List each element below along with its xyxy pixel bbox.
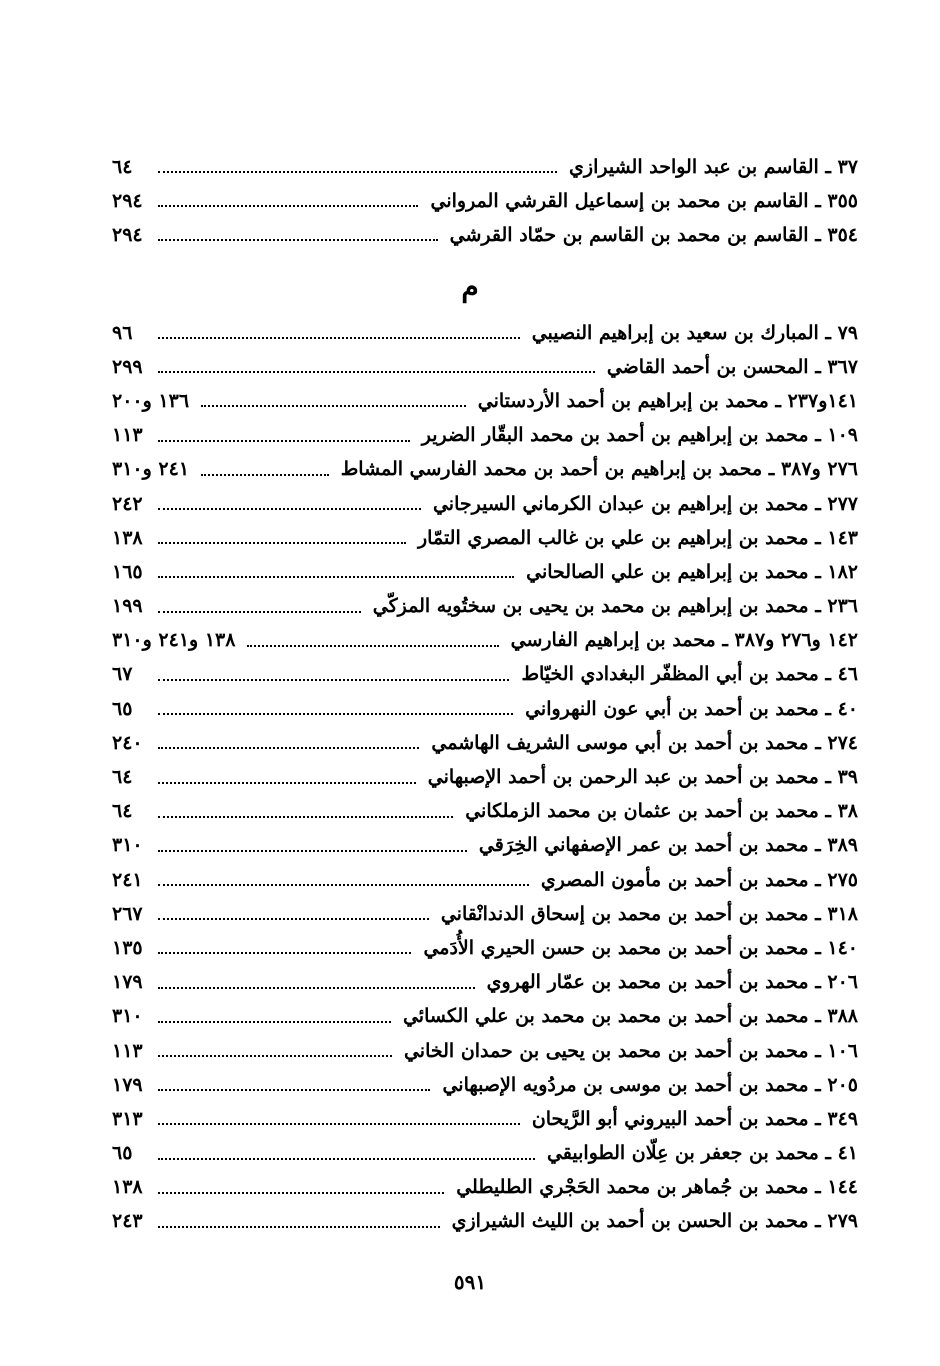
entry-pages: ٢٩٤ <box>112 223 143 246</box>
dot-leader <box>158 918 429 920</box>
entry-name: ٢٠٥ ـ محمد بن أحمد بن موسى بن مردُويه الإصبهاني <box>442 1073 858 1096</box>
entry-pages: ٦٧ <box>112 663 133 686</box>
entry-name: ٣٨ ـ محمد بن أحمد بن عثمان بن محمد الزملكاني <box>465 800 858 823</box>
index-entry <box>112 897 858 931</box>
entry-pages: ٢٩٩ <box>112 355 143 378</box>
dot-leader <box>158 679 509 681</box>
entry-name: ٢٧٦ و٣٨٧ ـ محمد بن إبراهيم بن أحمد بن محمد الفارسي المشاط <box>340 458 858 481</box>
entry-pages: ١١٣ <box>112 424 143 447</box>
section-letter: م <box>461 270 479 303</box>
dot-leader <box>158 542 406 544</box>
dot-leader <box>158 747 419 749</box>
index-entry <box>112 150 858 184</box>
entry-pages: ١٧٩ <box>112 1073 143 1096</box>
entry-pages: ١٣٥ <box>112 936 143 959</box>
index-entry <box>112 521 858 555</box>
entry-name: ٤١ ـ محمد بن جعفر بن عِلّان الطوابيقي <box>546 1142 858 1165</box>
dot-leader <box>158 205 418 207</box>
entry-name: ١٠٩ ـ محمد بن إبراهيم بن أحمد بن محمد البقّار الضرير <box>421 424 858 447</box>
entry-name: ٢٧٩ ـ محمد بن الحسن بن أحمد بن الليث الشيرازي <box>451 1210 858 1233</box>
entry-name: ٢٠٦ ـ محمد بن أحمد بن محمد بن عمّار الهروي <box>486 971 858 994</box>
entry-name: ٣٤٩ ـ محمد بن أحمد البيروني أبو الرَّيحان <box>531 1107 858 1130</box>
entry-pages: ١٩٩ <box>112 595 143 618</box>
index-entry <box>112 760 858 794</box>
dot-leader <box>158 952 411 954</box>
entry-name: ٤٠ ـ محمد بن أحمد بن أبي عون النهرواني <box>525 697 858 720</box>
entries-group-qasim <box>112 150 858 253</box>
dot-leader <box>158 884 529 886</box>
entry-pages: ١٧٩ <box>112 971 143 994</box>
entry-name: ١٤٠ ـ محمد بن أحمد بن محمد بن حسن الحيري الأُدَمي <box>423 936 858 959</box>
index-entry <box>112 555 858 589</box>
entry-pages: ١٣٦ و٢٠٠ <box>112 389 190 412</box>
entry-pages: ٢٩٤ <box>112 189 143 212</box>
entry-name: ٣٨٩ ـ محمد بن أحمد بن عمر الإصفهاني الخِرَقي <box>478 834 858 857</box>
dot-leader <box>158 1226 440 1228</box>
entry-pages: ١٣٨ و٢٤١ و٣١٠ <box>112 629 236 652</box>
entry-name: ٢٧٧ ـ محمد بن إبراهيم بن عبدان الكرماني السيرجاني <box>432 492 858 515</box>
dot-leader <box>158 816 453 818</box>
dot-leader <box>201 405 466 407</box>
index-entry <box>112 1102 858 1136</box>
entry-name: ٣٩ ـ محمد بن أحمد بن عبد الرحمن بن أحمد الإصبهاني <box>427 766 858 789</box>
entry-name: ٣٥٤ ـ القاسم بن محمد بن القاسم بن حمّاد القرشي <box>449 223 858 246</box>
dot-leader <box>158 611 361 613</box>
entry-name: ٤٦ ـ محمد بن أبي المظفّر البغدادي الخيّاط <box>521 663 858 686</box>
index-entry <box>112 1000 858 1034</box>
index-entry <box>112 316 858 350</box>
index-entry <box>112 590 858 624</box>
dot-leader <box>158 1055 392 1057</box>
index-entry <box>112 829 858 863</box>
entry-name: ١٤٣ ـ محمد بن إبراهيم بن علي بن غالب المصري التمّار <box>418 526 858 549</box>
dot-leader <box>158 1123 520 1125</box>
dot-leader <box>158 440 410 442</box>
entry-name: ١٤٤ ـ محمد بن جُماهر بن محمد الحَجْري الطليطلي <box>456 1176 858 1199</box>
dot-leader <box>158 239 438 241</box>
dot-leader <box>158 371 595 373</box>
dot-leader <box>158 1089 430 1091</box>
dot-leader <box>158 1021 391 1023</box>
dot-leader <box>201 474 329 476</box>
index-entry <box>112 863 858 897</box>
dot-leader <box>158 850 467 852</box>
entry-name: ١٤١و٢٣٧ ـ محمد بن إبراهيم بن أحمد الأردستاني <box>477 389 858 412</box>
entry-name: ٢٧٥ ـ محمد بن أحمد بن مأمون المصري <box>540 868 858 891</box>
dot-leader <box>158 1192 444 1194</box>
index-entry <box>112 795 858 829</box>
entry-pages: ٦٤ <box>112 800 133 823</box>
dot-leader <box>247 645 498 647</box>
entry-pages: ٢٤٠ <box>112 731 143 754</box>
dot-leader <box>158 508 421 510</box>
entry-name: ١٨٢ ـ محمد بن إبراهيم بن علي الصالحاني <box>526 560 858 583</box>
index-entry <box>112 1171 858 1205</box>
entry-pages: ٢٤٣ <box>112 1210 143 1233</box>
index-entry <box>112 487 858 521</box>
entry-pages: ٩٦ <box>112 321 133 344</box>
index-entry <box>112 624 858 658</box>
entry-name: ١٤٢ و٢٧٦ و٣٨٧ ـ محمد بن إبراهيم الفارسي <box>510 629 858 652</box>
entry-name: ٧٩ ـ المبارك بن سعيد بن إبراهيم النصيبي <box>531 321 858 344</box>
dot-leader <box>158 782 416 784</box>
entry-pages: ٣١٠ <box>112 834 143 857</box>
entry-pages: ٦٥ <box>112 697 133 720</box>
entry-pages: ٦٤ <box>112 766 133 789</box>
dot-leader <box>158 1158 535 1160</box>
entry-pages: ١٣٨ <box>112 526 143 549</box>
index-entry <box>112 384 858 418</box>
entry-pages: ٦٥ <box>112 1142 133 1165</box>
dot-leader <box>158 576 514 578</box>
entry-pages: ١١٣ <box>112 1039 143 1062</box>
entry-pages: ٢٤١ و٣١٠ <box>112 458 190 481</box>
entry-pages: ٢٦٧ <box>112 902 143 925</box>
entry-name: ٣٨٨ ـ محمد بن أحمد بن محمد بن محمد بن علي الكسائي <box>402 1005 858 1028</box>
index-entry <box>112 692 858 726</box>
index-entry <box>112 184 858 218</box>
index-entry <box>112 658 858 692</box>
entries-group-mim <box>112 316 858 1239</box>
index-entry <box>112 419 858 453</box>
index-entry <box>112 453 858 487</box>
index-entry <box>112 966 858 1000</box>
entry-name: ٣٦٧ ـ المحسن بن أحمد القاضي <box>606 355 858 378</box>
entry-name: ٢٧٤ ـ محمد بن أحمد بن أبي موسى الشريف الهاشمي <box>431 731 858 754</box>
entry-pages: ٦٤ <box>112 155 133 178</box>
dot-leader <box>158 171 557 173</box>
dot-leader <box>158 713 513 715</box>
index-entry <box>112 218 858 252</box>
entry-pages: ٣١٣ <box>112 1107 143 1130</box>
index-entry <box>112 1205 858 1239</box>
dot-leader <box>158 337 520 339</box>
entry-pages: ٢٤٢ <box>112 492 143 515</box>
index-entry <box>112 726 858 760</box>
index-entry <box>112 1137 858 1171</box>
entry-pages: ١٦٥ <box>112 560 143 583</box>
entry-name: ٣٧ ـ القاسم بن عبد الواحد الشيرازي <box>569 155 858 178</box>
index-entry <box>112 931 858 965</box>
entry-name: ١٠٦ ـ محمد بن أحمد بن محمد بن يحيى بن حمدان الخاني <box>403 1039 858 1062</box>
entry-name: ٢٣٦ ـ محمد بن إبراهيم بن محمد بن يحيى بن سختُويه المزكّي <box>372 595 858 618</box>
entry-pages: ١٣٨ <box>112 1176 143 1199</box>
index-entry <box>112 1034 858 1068</box>
index-entry <box>112 1068 858 1102</box>
dot-leader <box>158 987 475 989</box>
entry-pages: ٣١٠ <box>112 1005 143 1028</box>
entry-name: ٣٥٥ ـ القاسم بن محمد بن إسماعيل القرشي المرواني <box>430 189 858 212</box>
index-entry <box>112 350 858 384</box>
page-number: ٥٩١ <box>453 1270 487 1294</box>
entry-pages: ٢٤١ <box>112 868 143 891</box>
entry-name: ٣١٨ ـ محمد بن أحمد بن محمد بن إسحاق الدندانْقاني <box>440 902 858 925</box>
